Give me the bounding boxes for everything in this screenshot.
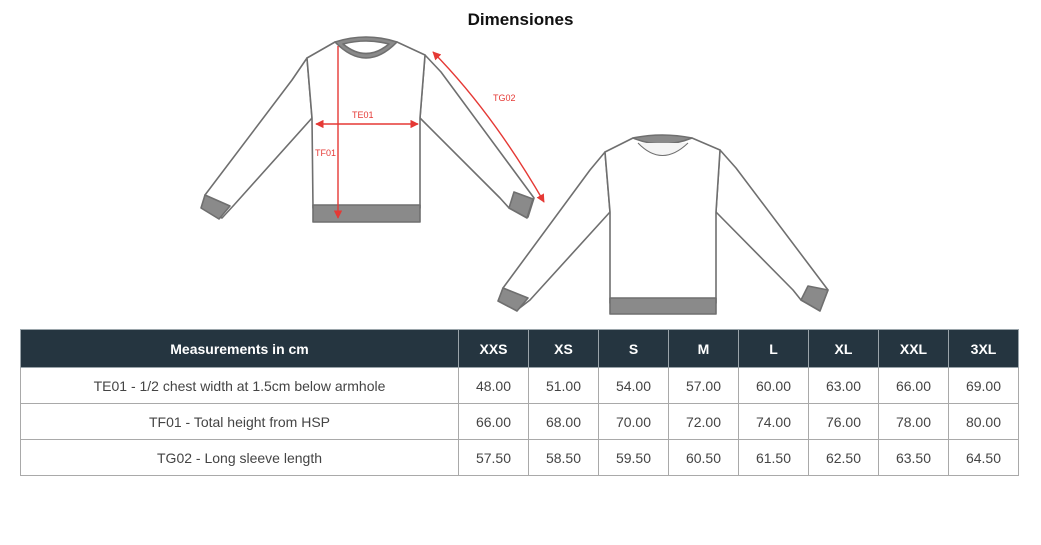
header-size-xxs: XXS: [459, 330, 529, 368]
table-cell: 63.50: [879, 440, 949, 476]
table-cell: 80.00: [949, 404, 1019, 440]
table-cell: 68.00: [529, 404, 599, 440]
table-cell: 62.50: [809, 440, 879, 476]
table-header-row: [21, 330, 1019, 368]
table-cell: 64.50: [949, 440, 1019, 476]
table-cell: 69.00: [949, 368, 1019, 404]
table-cell: 51.00: [529, 368, 599, 404]
header-size-xs: XS: [529, 330, 599, 368]
table-cell: 48.00: [459, 368, 529, 404]
table-cell: 57.50: [459, 440, 529, 476]
header-measurements: Measurements in cm: [21, 330, 459, 368]
header-size-3xl: 3XL: [949, 330, 1019, 368]
table-cell: 66.00: [459, 404, 529, 440]
header-size-xl: XL: [809, 330, 879, 368]
measurement-table: [20, 329, 1019, 476]
row-label: TG02 - Long sleeve length: [21, 440, 459, 476]
table-cell: 72.00: [669, 404, 739, 440]
header-size-l: L: [739, 330, 809, 368]
table-row: [21, 368, 1019, 404]
tg02-label: TG02: [493, 93, 516, 103]
table-row: [21, 440, 1019, 476]
front-view-sweatshirt: [201, 37, 534, 222]
header-size-xxl: XXL: [879, 330, 949, 368]
front-body: [307, 42, 425, 208]
back-body: [605, 138, 720, 303]
table-cell: 74.00: [739, 404, 809, 440]
table-cell: 58.50: [529, 440, 599, 476]
table-cell: 70.00: [599, 404, 669, 440]
te01-label: TE01: [352, 110, 374, 120]
table-cell: 59.50: [599, 440, 669, 476]
table-cell: 60.00: [739, 368, 809, 404]
row-label: TF01 - Total height from HSP: [21, 404, 459, 440]
page-title: Dimensiones: [467, 10, 574, 29]
header-size-m: M: [669, 330, 739, 368]
back-view-sweatshirt: [498, 135, 828, 314]
tf01-label: TF01: [315, 148, 337, 158]
front-hem: [313, 205, 420, 222]
table-cell: 66.00: [879, 368, 949, 404]
front-left-sleeve: [203, 58, 312, 218]
table-cell: 78.00: [879, 404, 949, 440]
header-size-s: S: [599, 330, 669, 368]
table-cell: 76.00: [809, 404, 879, 440]
table-cell: 61.50: [739, 440, 809, 476]
table-cell: 57.00: [669, 368, 739, 404]
table-row: [21, 404, 1019, 440]
table-cell: 63.00: [809, 368, 879, 404]
row-label: TE01 - 1/2 chest width at 1.5cm below armhole: [21, 368, 459, 404]
back-hem: [610, 298, 716, 314]
table-cell: 54.00: [599, 368, 669, 404]
table-cell: 60.50: [669, 440, 739, 476]
